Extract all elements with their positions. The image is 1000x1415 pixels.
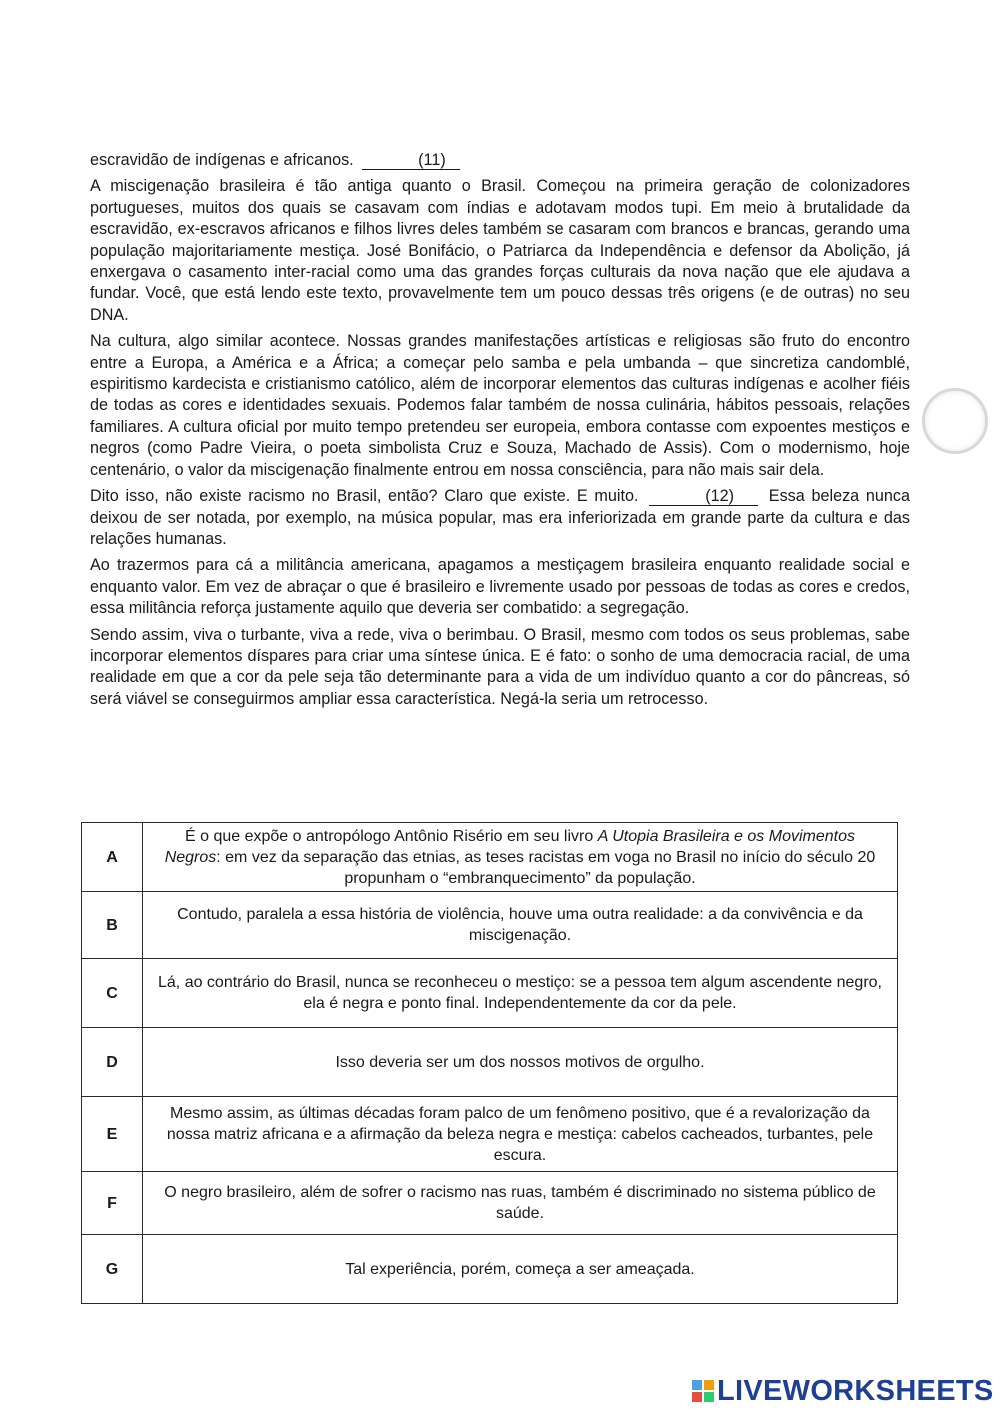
options-table (81, 822, 898, 1304)
liveworksheets-logo (692, 1376, 994, 1406)
option-letter: C (82, 959, 143, 1028)
option-row-a[interactable] (82, 823, 898, 892)
option-text: Lá, ao contrário do Brasil, nunca se reconheceu o mestiço: se a pessoa tem algum ascendente negro, ela é negra e ponto final. Independentemente da cor da pele. (143, 959, 898, 1028)
binder-hole-decoration (922, 388, 988, 454)
passage-paragraph-5: Sendo assim, viva o turbante, viva a rede, viva o berimbau. O Brasil, mesmo com todos os seus problemas, sabe incorporar elementos díspares para criar uma síntese única. E é fato: o sonho de uma democracia racial, de uma realidade em que a cor da pele seja tão determinante para a vida de um indivíduo quanto a cor do pâncreas, só será viável se conseguirmos ampliar essa característica. Negá-la seria um retrocesso. (90, 625, 910, 708)
option-text (143, 823, 898, 892)
passage-line-0 (90, 150, 910, 171)
option-text: Mesmo assim, as últimas décadas foram palco de um fenômeno positivo, que é a revalorização da nossa matriz africana e a afirmação da beleza negra e mestiça: cabelos cacheados, turbantes, pele escura. (143, 1097, 898, 1172)
passage (90, 150, 910, 715)
option-letter: A (82, 823, 143, 892)
blank-11[interactable]: (11) (362, 151, 460, 170)
option-text: Tal experiência, porém, começa a ser ameaçada. (143, 1235, 898, 1304)
liveworksheets-logo-icon (692, 1380, 714, 1402)
passage-paragraph-4: Ao trazermos para cá a militância americana, apagamos a mestiçagem brasileira enquanto realidade social e enquanto valor. Em vez de abraçar o que é brasileiro e livremente usado por pessoas de todas as cores e credos, essa militância reforça justamente aquilo que deveria ser combatido: a segregação. (90, 556, 910, 618)
option-row-f[interactable] (82, 1172, 898, 1235)
option-text: Isso deveria ser um dos nossos motivos de orgulho. (143, 1028, 898, 1097)
option-letter: B (82, 892, 143, 959)
passage-text: Essa beleza nunca deixou de ser notada, por exemplo, na música popular, mas era inferiorizada em grande parte da cultura e das relações humanas. (90, 487, 911, 548)
option-text-part: É o que expõe o antropólogo Antônio Risério em seu livro (185, 827, 598, 845)
passage-paragraph-1: A miscigenação brasileira é tão antiga quanto o Brasil. Começou na primeira geração de colonizadores portugueses, muitos dos quais se casavam com índias e adotavam modos tupi. Em meio à brutalidade da escravidão, ex-escravos africanos e filhos livres deles também se casaram com brancos e brancas, gerando uma população majoritariamente mestiça. José Bonifácio, o Patriarca da Independência e defensor da Abolição, já enxergava o casamento inter-racial como uma das grandes forças culturais da nova nação que ele ajudava a fundar. Você, que está lendo este texto, provavelmente tem um pouco dessas três origens (e de outras) no seu DNA. (90, 177, 910, 324)
option-letter: G (82, 1235, 143, 1304)
option-letter: E (82, 1097, 143, 1172)
option-text: Contudo, paralela a essa história de violência, houve uma outra realidade: a da convivência e da miscigenação. (143, 892, 898, 959)
option-row-e[interactable] (82, 1097, 898, 1172)
blank-12[interactable]: (12) (649, 487, 758, 506)
passage-paragraph-2: Na cultura, algo similar acontece. Nossas grandes manifestações artísticas e religiosas são fruto do encontro entre a Europa, a América e a África; a começar pelo samba e pela umbanda – que sincretiza candomblé, espiritismo kardecista e cristianismo católico, além de incorporar elementos das culturas indígenas e acolher fiéis de todas as cores e identidades sexuais. Podemos falar também de nossa culinária, hábitos pessoais, relações familiares. A cultura oficial por muito tempo pretendeu ser europeia, embora contasse com expoentes mestiços e negros (como Padre Vieira, o poeta simbolista Cruz e Souza, Machado de Assis). Com o modernismo, hoje centenário, o valor da miscigenação finalmente entrou em nossa consciência, para não mais sair dela. (90, 332, 910, 479)
option-text: O negro brasileiro, além de sofrer o racismo nas ruas, também é discriminado no sistema público de saúde. (143, 1172, 898, 1235)
option-row-c[interactable] (82, 959, 898, 1028)
passage-text: Dito isso, não existe racismo no Brasil, então? Claro que existe. E muito. (90, 487, 639, 506)
passage-paragraph-3 (90, 486, 910, 550)
logo-text: LIVEWORKSHEETS (717, 1374, 994, 1407)
option-row-d[interactable] (82, 1028, 898, 1097)
passage-text: escravidão de indígenas e africanos. (90, 151, 354, 169)
option-row-b[interactable] (82, 892, 898, 959)
option-row-g[interactable] (82, 1235, 898, 1304)
option-letter: D (82, 1028, 143, 1097)
book-title: A Utopia Brasileira e os Movimentos Negros (164, 827, 855, 866)
option-text-part: : em vez da separação das etnias, as teses racistas em voga no Brasil no início do século 20 propunham o “embranquecimento” da população. (216, 848, 876, 887)
option-letter: F (82, 1172, 143, 1235)
